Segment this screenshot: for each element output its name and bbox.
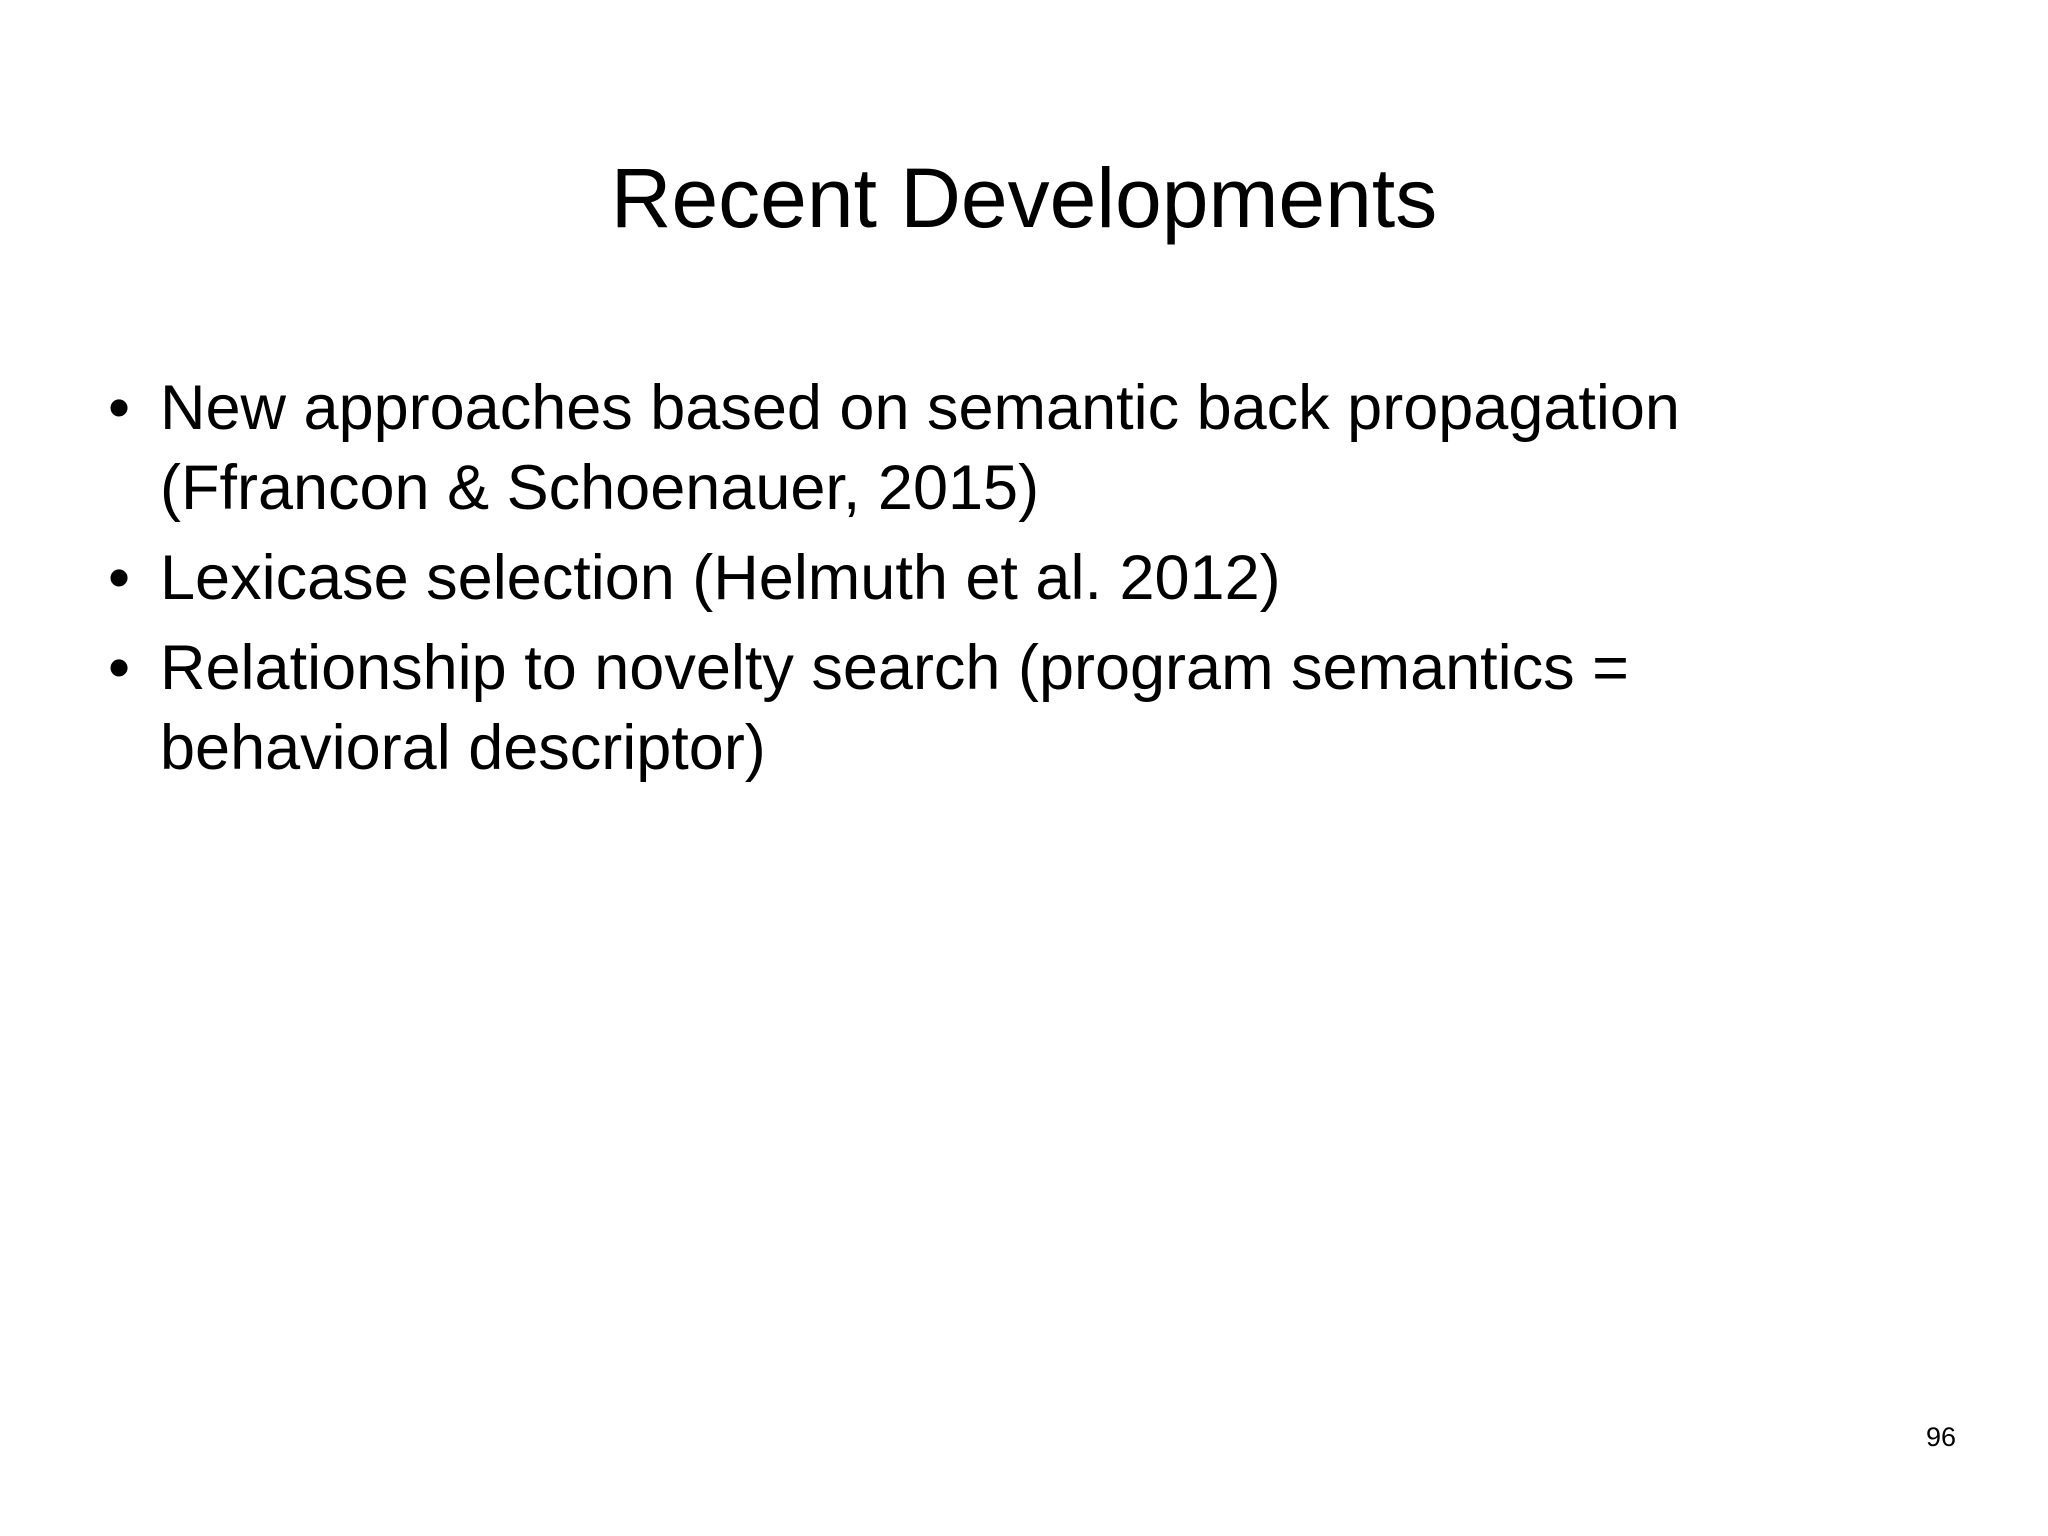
bullet-text-line: behavioral descriptor) xyxy=(160,713,766,783)
bullet-icon: • xyxy=(108,633,131,703)
bullet-list xyxy=(108,368,1888,798)
bullet-item-semantic-backprop xyxy=(108,368,1888,528)
bullet-icon: • xyxy=(108,543,131,613)
bullet-text-line: Relationship to novelty search (program semantics = xyxy=(160,633,1629,703)
bullet-text-line: (Ffrancon & Schoenauer, 2015) xyxy=(160,453,1040,523)
bullet-text-line: Lexicase selection (Helmuth et al. 2012) xyxy=(160,543,1281,613)
page-number: 96 xyxy=(1925,1422,1956,1452)
bullet-text-line: New approaches based on semantic back propagation xyxy=(160,373,1680,443)
slide-title: Recent Developments xyxy=(610,151,1438,245)
bullet-icon: • xyxy=(108,373,131,443)
bullet-item-lexicase xyxy=(108,538,1888,618)
bullet-item-novelty-search xyxy=(108,628,1888,788)
